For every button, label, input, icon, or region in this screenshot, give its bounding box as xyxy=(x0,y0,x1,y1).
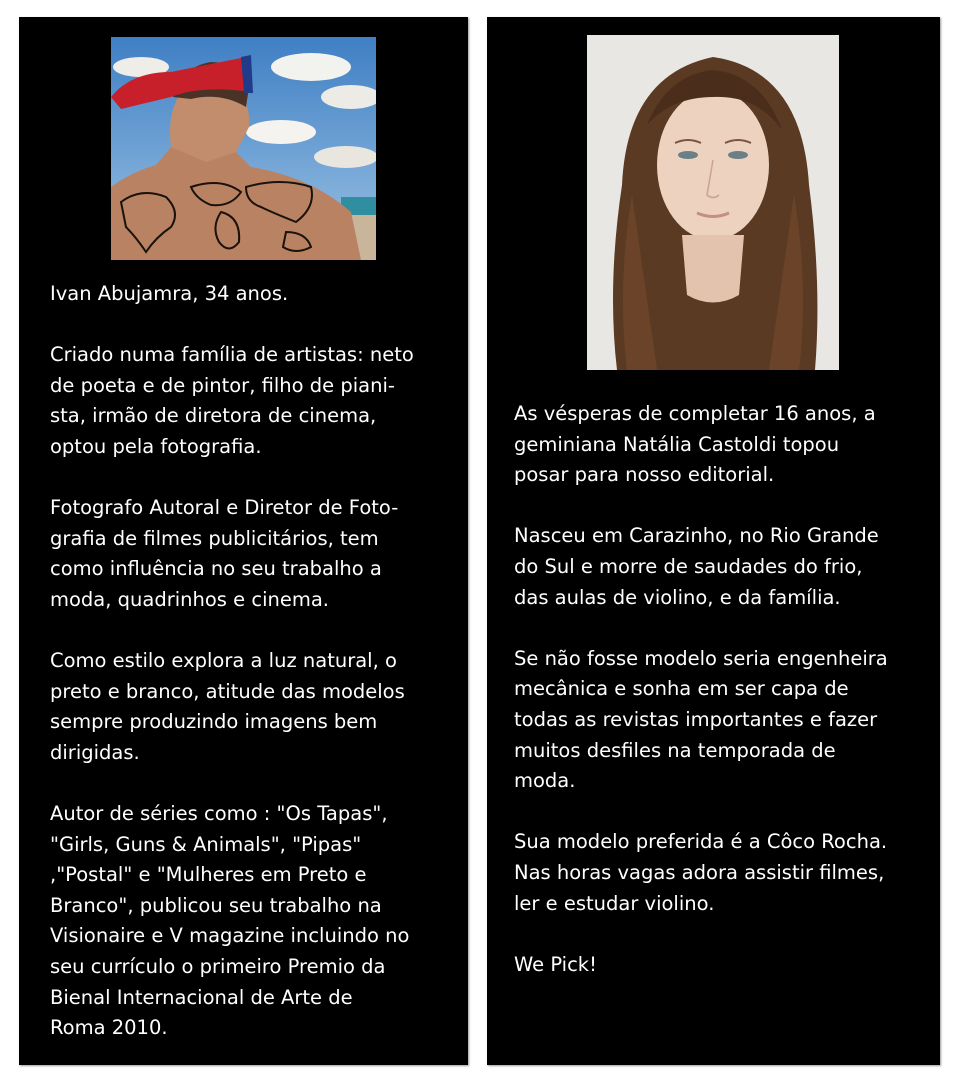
text-line: moda, quadrinhos e cinema. xyxy=(50,587,329,611)
text-line: Visionaire e V magazine incluindo no xyxy=(50,924,410,948)
model-photo xyxy=(587,35,839,370)
text-line: muitos desfiles na temporada de xyxy=(514,738,836,762)
text-line: optou pela fotografia. xyxy=(50,434,262,458)
text-line: We Pick! xyxy=(514,952,597,976)
text-line: ler e estudar violino. xyxy=(514,891,715,915)
text-line: As vésperas de completar 16 anos, a xyxy=(514,402,876,425)
photographer-panel xyxy=(19,17,468,1065)
text-line: Nasceu em Carazinho, no Rio Grande xyxy=(514,524,879,548)
bio-paragraph xyxy=(50,646,414,768)
text-line: Sua modelo preferida é a Côco Rocha. xyxy=(514,830,888,854)
text-line: sta, irmão de diretora de cinema, xyxy=(50,404,377,428)
text-line: sempre produzindo imagens bem xyxy=(50,710,378,734)
text-line: Ivan Abujamra, 34 anos. xyxy=(50,282,289,305)
text-line: das aulas de violino, e da família. xyxy=(514,585,841,609)
text-line: "Girls, Guns & Animals", "Pipas" xyxy=(50,832,362,856)
text-line: de poeta e de pintor, filho de piani- xyxy=(50,373,395,397)
bio-paragraph xyxy=(514,399,888,491)
text-line: dirigidas. xyxy=(50,740,140,764)
text-line: grafia de filmes publicitários, tem xyxy=(50,526,379,550)
text-line: Criado numa família de artistas: neto xyxy=(50,343,414,367)
text-line: Autor de séries como : "Os Tapas", xyxy=(50,802,388,826)
bio-paragraph xyxy=(514,521,888,613)
text-line: Fotografo Autoral e Diretor de Foto- xyxy=(50,496,399,520)
bio-paragraph xyxy=(50,340,414,462)
text-line: Branco", publicou seu trabalho na xyxy=(50,893,382,917)
text-line: moda. xyxy=(514,769,576,793)
model-bio xyxy=(514,399,888,1011)
photographer-bio xyxy=(50,279,414,1074)
text-line: Roma 2010. xyxy=(50,1016,168,1040)
photographer-photo xyxy=(111,37,376,260)
text-line: como influência no seu trabalho a xyxy=(50,557,382,581)
bio-paragraph xyxy=(50,799,414,1044)
text-line: preto e branco, atitude das modelos xyxy=(50,679,405,703)
bio-paragraph xyxy=(50,279,414,310)
text-line: Nas horas vagas adora assistir filmes, xyxy=(514,860,885,884)
bio-paragraph xyxy=(514,644,888,797)
text-line: mecânica e sonha em ser capa de xyxy=(514,677,849,701)
bio-paragraph xyxy=(514,827,888,919)
text-line: geminiana Natália Castoldi topou xyxy=(514,432,840,456)
text-line: Bienal Internacional de Arte de xyxy=(50,985,353,1009)
text-line: todas as revistas importantes e fazer xyxy=(514,707,878,731)
text-line: posar para nosso editorial. xyxy=(514,463,775,487)
text-line: Como estilo explora a luz natural, o xyxy=(50,649,397,673)
text-line: ,"Postal" e "Mulheres em Preto e xyxy=(50,863,367,887)
text-line: do Sul e morre de saudades do frio, xyxy=(514,554,863,578)
model-panel xyxy=(487,17,940,1065)
text-line: seu currículo o primeiro Premio da xyxy=(50,955,386,979)
bio-paragraph xyxy=(514,950,888,981)
bio-paragraph xyxy=(50,493,414,615)
text-line: Se não fosse modelo seria engenheira xyxy=(514,646,888,670)
